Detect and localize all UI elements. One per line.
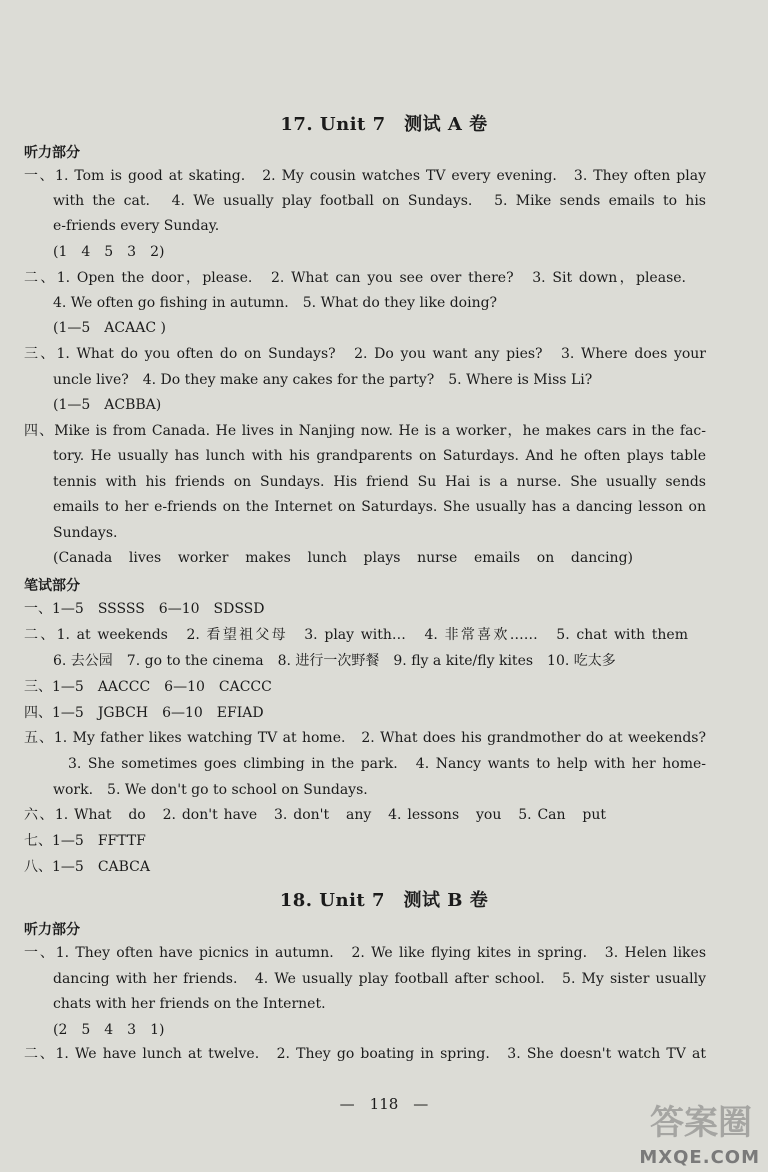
watermark-url: MXQE.COM <box>639 1147 760 1168</box>
answer-line: 3. She sometimes goes climbing in the park. 4. Nancy wants to help with her home- <box>68 756 706 772</box>
listening-label-b: 听力部分 <box>24 922 80 938</box>
listening-label-a: 听力部分 <box>24 145 80 161</box>
watermark-logo: 答案圈 <box>650 1103 752 1143</box>
answer-key: (1—5 ACAAC ) <box>53 320 166 336</box>
answer-line: tennis with his friends on Sundays. His friend Su Hai is a nurse. She usually sends <box>53 474 706 490</box>
answer-key: (Canada lives worker makes lunch plays nurse emails on dancing) <box>53 550 633 566</box>
answer-line: emails to her e-friends on the Internet on Saturdays. She usually has a dancing lesson on <box>53 499 706 515</box>
section-title-a: 17. Unit 7 测试 A 卷 <box>280 114 488 135</box>
answer-line: 八、1—5 CABCA <box>24 859 151 875</box>
answer-line: uncle live? 4. Do they make any cakes for the party? 5. Where is Miss Li? <box>53 372 593 388</box>
answer-key: (1—5 ACBBA) <box>53 397 162 413</box>
answer-line: 七、1—5 FFTTF <box>24 833 146 849</box>
page-number: — 118 — <box>339 1095 429 1113</box>
writing-label-a: 笔试部分 <box>24 578 80 594</box>
answer-line: 二、1. at weekends 2. 看望祖父母 3. play with… 4. 非常喜欢…… 5. chat with them <box>24 627 688 643</box>
answer-line: 6. 去公园 7. go to the cinema 8. 进行一次野餐 9. fly a kite/fly kites 10. 吃太多 <box>53 653 616 669</box>
answer-line: chats with her friends on the Internet. <box>53 996 326 1012</box>
answer-line: 五、1. My father likes watching TV at home. 2. What does his grandmother do at weekends? <box>24 730 706 746</box>
answer-line: 一、1. They often have picnics in autumn. 2. We like flying kites in spring. 3. Helen likes <box>24 945 706 961</box>
answer-line: tory. He usually has lunch with his grandparents on Saturdays. And he often plays table <box>53 448 706 464</box>
answer-line: 二、1. We have lunch at twelve. 2. They go boating in spring. 3. She doesn't watch TV at <box>24 1046 706 1062</box>
answer-key: (2 5 4 3 1) <box>53 1022 165 1038</box>
answer-line: 四、Mike is from Canada. He lives in Nanjing now. He is a worker，he makes cars in the fac- <box>24 423 706 439</box>
answer-line: 三、1—5 AACCC 6—10 CACCC <box>24 679 272 695</box>
answer-line: 二、1. Open the door，please. 2. What can you see over there? 3. Sit down，please. <box>24 270 686 286</box>
answer-line: 一、1. Tom is good at skating. 2. My cousin watches TV every evening. 3. They often play <box>24 168 706 184</box>
section-title-b: 18. Unit 7 测试 B 卷 <box>279 890 489 911</box>
answer-line: 一、1—5 SSSSS 6—10 SDSSD <box>24 601 265 617</box>
answer-line: 三、1. What do you often do on Sundays? 2. Do you want any pies? 3. Where does your <box>24 346 706 362</box>
answer-line: e-friends every Sunday. <box>53 218 220 234</box>
answer-line: with the cat. 4. We usually play football on Sundays. 5. Mike sends emails to his <box>53 193 706 209</box>
answer-line: 4. We often go fishing in autumn. 5. What do they like doing? <box>53 295 498 311</box>
answer-line: 六、1. What do 2. don't have 3. don't any 4. lessons you 5. Can put <box>24 807 606 823</box>
answer-line: 四、1—5 JGBCH 6—10 EFIAD <box>24 705 264 721</box>
answer-line: work. 5. We don't go to school on Sundays. <box>53 782 368 798</box>
answer-key: (1 4 5 3 2) <box>53 244 165 260</box>
answer-line: dancing with her friends. 4. We usually play football after school. 5. My sister usually <box>53 971 706 987</box>
answer-line: Sundays. <box>53 525 118 541</box>
